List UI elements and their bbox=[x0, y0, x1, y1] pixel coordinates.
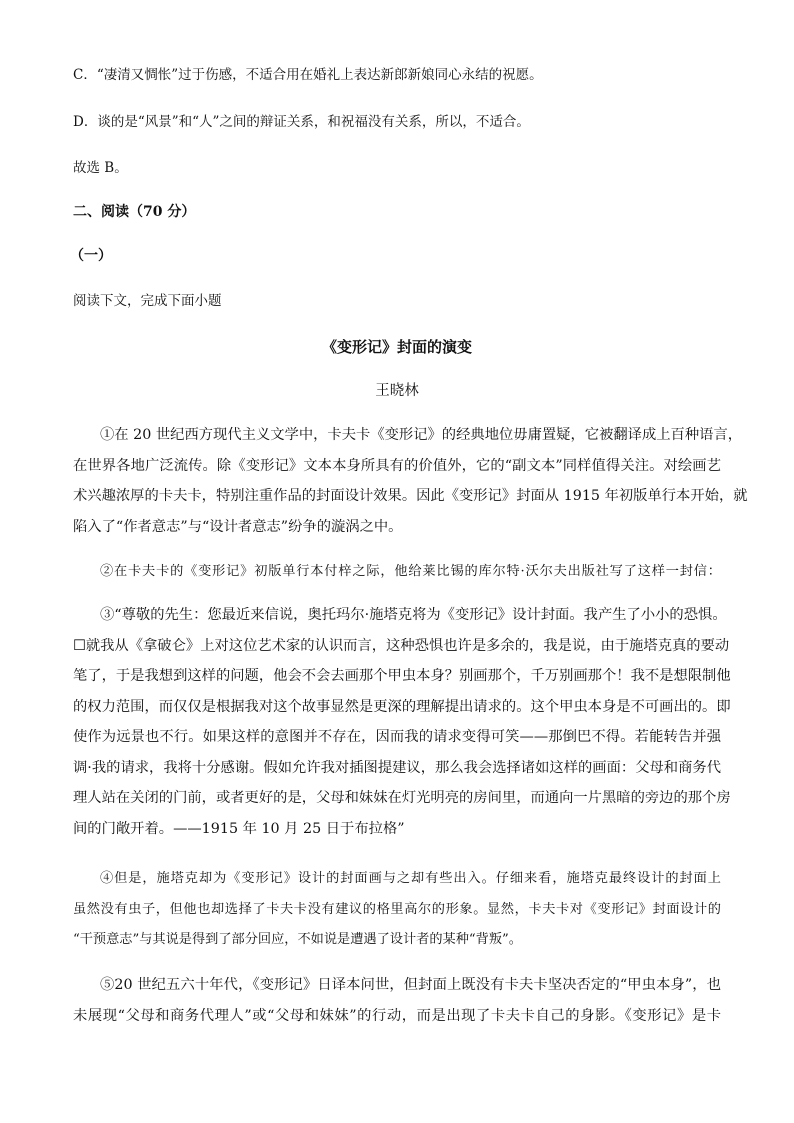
section-heading: 二、阅读（70 分） bbox=[73, 204, 196, 220]
answer-option-d: D．谈的是“风景”和“人”之间的辩证关系，和祝福没有关系，所以，不适合。 bbox=[73, 114, 530, 130]
reading-instruction: 阅读下文，完成下面小题 bbox=[73, 293, 222, 309]
paragraph-4 bbox=[73, 864, 721, 956]
paragraph-line: ③“尊敬的先生：您最近来信说，奥托玛尔·施塔克将为《变形记》设计封面。我产生了小小的恐惧。 bbox=[100, 607, 727, 623]
paragraph-line: ①在 20 世纪西方现代主义文学中，卡夫卡《变形记》的经典地位毋庸置疑，它被翻译成上百种语言， bbox=[100, 427, 743, 443]
paragraph-line: 陷入了“作者意志”与“设计者意志”纷争的漩涡之中。 bbox=[73, 518, 403, 535]
paragraph-line: ☐就我从《拿破仑》上对这位艺术家的认识而言，这种恐惧也许是多余的，我是说，由于施塔克真的要动 bbox=[73, 637, 730, 654]
paragraph-line: ②在卡夫卡的《变形记》初版单行本付梓之际，他给莱比锡的库尔特·沃尔夫出版社写了这样一封信： bbox=[100, 564, 721, 579]
paragraph-line: 笔了，于是我想到这样的问题，他会不会去画那个甲虫本身？别画那个，千万别画那个！我不是想限制他 bbox=[73, 668, 731, 684]
paragraph-line: 术兴趣浓厚的卡夫卡，特别注重作品的封面设计效果。因此《变形记》封面从 1915 年初版单行本开始，就 bbox=[73, 488, 748, 504]
paragraph-line: 间的门敞开着。——1915 年 10 月 25 日于布拉格” bbox=[73, 820, 405, 837]
paragraph-line: ⑤20 世纪五六十年代，《变形记》日译本问世，但封面上既没有卡夫卡坚决否定的“甲虫本身”，也 bbox=[100, 977, 721, 993]
paragraph-line: 调·我的请求，我将十分感谢。假如允许我对插图提建议，那么我会选择诸如这样的画面：父母和商务代 bbox=[73, 759, 721, 776]
paragraph-line: 虽然没有虫子，但他也却选择了卡夫卡没有建议的格里高尔的形象。显然，卡夫卡对《变形记》封面设计的 bbox=[73, 901, 721, 917]
article-title: 《变形记》封面的演变 bbox=[321, 338, 472, 356]
paragraph-1 bbox=[73, 420, 748, 542]
paragraph-line: ④但是，施塔克却为《变形记》设计的封面画与之却有些出入。仔细来看，施塔克最终设计的封面上 bbox=[100, 871, 721, 886]
article-author: 王晓林 bbox=[375, 383, 419, 399]
answer-option-c: C．“凄清又惆怅”过于伤感，不适合用在婚礼上表达新郎新娘同心永结的祝愿。 bbox=[73, 67, 543, 83]
subsection-heading: （一） bbox=[70, 248, 112, 264]
paragraph-line: 的权力范围，而仅仅是根据我对这个故事显然是更深的理解提出请求的。这个甲虫本身是不可画出的。即 bbox=[73, 698, 731, 715]
answer-choice: 故选 B。 bbox=[73, 160, 128, 176]
paragraph-2 bbox=[73, 557, 721, 588]
paragraph-5 bbox=[73, 970, 721, 1031]
paragraph-line: “干预意志”与其说是得到了部分回应，不如说是遭遇了设计者的某种“背叛”。 bbox=[73, 932, 522, 947]
paragraph-3 bbox=[73, 600, 731, 844]
paragraph-line: 理人站在关闭的门前，或者更好的是，父母和妹妹在灯光明亮的房间里，而通向一片黑暗的旁边的那个房 bbox=[73, 790, 731, 806]
paragraph-line: 使作为远景也不行。如果这样的意图并不存在，因而我的请求变得可笑——那倒巴不得。若能转告并强 bbox=[73, 729, 721, 745]
paragraph-line: 在世界各地广泛流传。除《变形记》文本本身所具有的价值外，它的“副文本”同样值得关注。对绘画艺 bbox=[73, 457, 721, 474]
paragraph-line: 未展现“父母和商务代理人”或“父母和妹妹”的行动，而是出现了卡夫卡自己的身影。《变形记》是卡 bbox=[73, 1007, 721, 1024]
